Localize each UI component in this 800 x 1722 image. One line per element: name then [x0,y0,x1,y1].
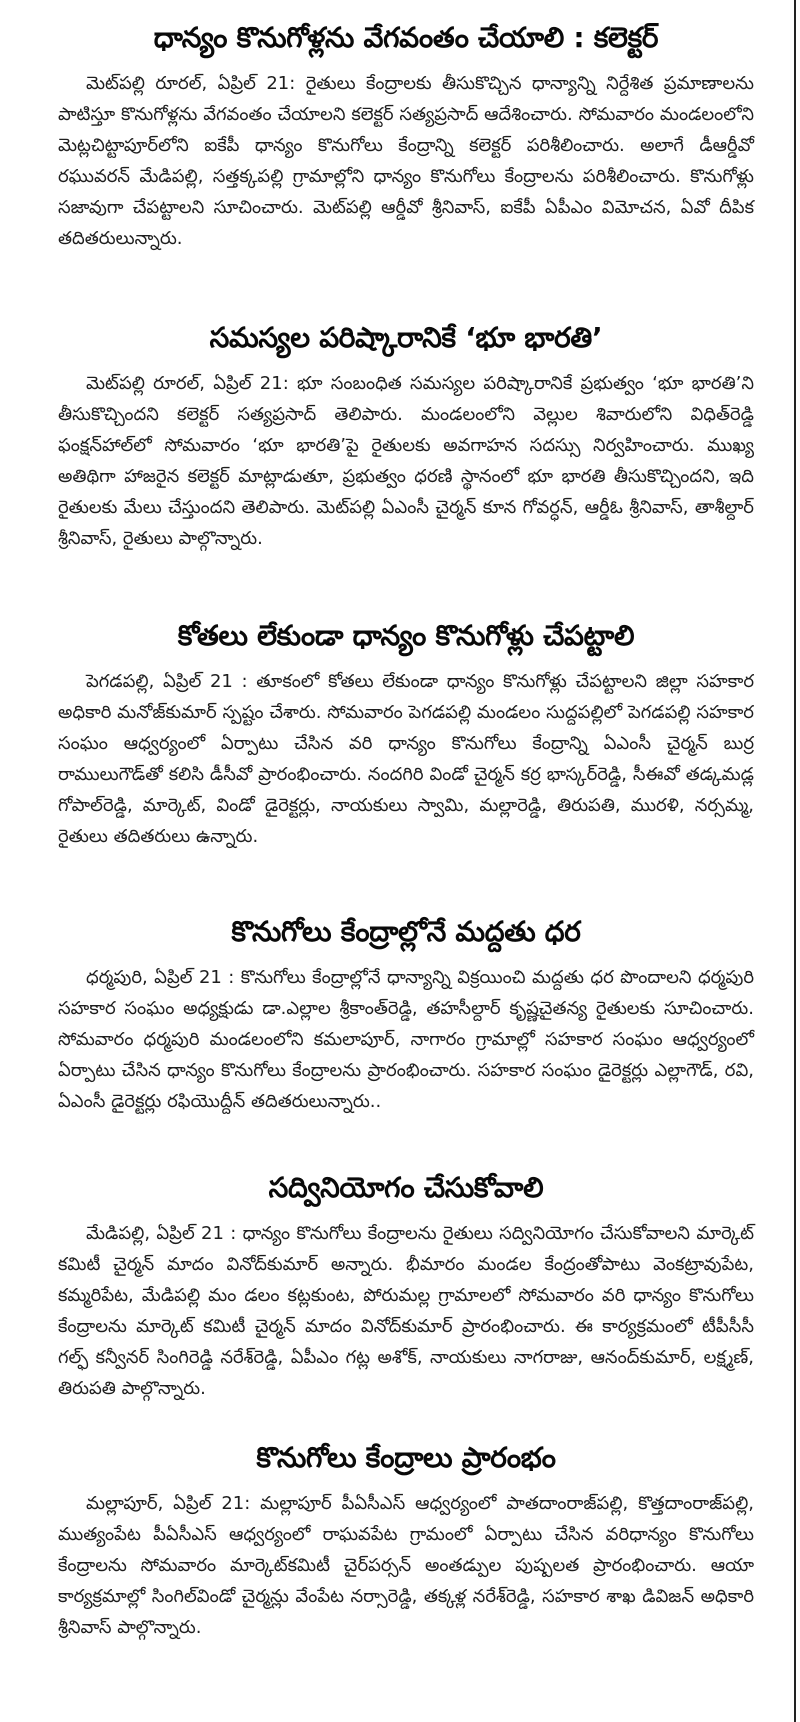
article-headline: ధాన్యం కొనుగోళ్లను వేగవంతం చేయాలి : కలెక్టర్ [153,21,659,54]
article-2 [0,318,800,554]
article-headline: సద్వినియోగం చేసుకోవాలి [268,1171,544,1204]
article-headline: కోతలు లేకుండా ధాన్యం కొనుగోళ్లు చేపట్టాలి [177,619,635,652]
article-body: మెట్‌పల్లి రూరల్, ఏప్రిల్ 21: భూ సంబంధిత సమస్యల పరిష్కారానికే ప్రభుత్వం ‘భూ భారతి’ని తీసుకొచ్చిందని కలెక్టర్ సత్యప్రసాద్ తెలిపారు. మండలంలోని వెల్లుల శివారులోని విధిత్‌రెడ్డి ఫంక్షన్‌హాల్‌లో సోమవారం ‘భూ భారతి’పై రైతులకు అవగాహన సదస్సు నిర్వహించారు. ముఖ్య అతిథిగా హాజరైన కలెక్టర్ మాట్లాడుతూ, ప్రభుత్వం ధరణి స్థానంలో భూ భారతి తీసుకొచ్చిందని, ఇది రైతులకు మేలు చేస్తుందని తెలిపారు. మెట్‌పల్లి ఏఎంసీ చైర్మన్ కూన గోవర్ధన్, ఆర్డీఓ శ్రీనివాస్, తాశీల్దార్ శ్రీనివాస్, రైతులు పాల్గొన్నారు. [58,373,754,549]
article-4 [0,912,800,1117]
article-headline: సమస్యల పరిష్కారానికే ‘భూ భారతి’ [209,321,603,354]
article-1 [0,18,800,254]
article-5 [0,1168,800,1404]
article-body: పెగడపల్లి, ఏప్రిల్ 21 : తూకంలో కోతలు లేకుండా ధాన్యం కొనుగోళ్లు చేపట్టాలని జిల్లా సహకార అధికారి మనోజ్‌కుమార్ స్పష్టం చేశారు. సోమవారం పెగడపల్లి మండలం సుద్దపల్లిలో పెగడపల్లి సహకార సంఘం ఆధ్వర్యంలో ఏర్పాటు చేసిన వరి ధాన్యం కొనుగోలు కేంద్రాన్ని ఏఎంసీ చైర్మన్ బుర్ర రాములుగౌడ్‌తో కలిసి డీసీవో ప్రారంభించారు. నందగిరి విండో చైర్మన్ కర్ర భాస్కర్‌రెడ్డి, సీఈవో తడ్కమడ్ల గోపాల్‌రెడ్డి, మార్కెట్, విండో డైరెక్టర్లు, నాయకులు స్వామి, మల్లారెడ్డి, తిరుపతి, మురళి, నర్సమ్మ, రైతులు తదితరులు ఉన్నారు. [58,671,754,847]
article-headline: కొనుగోలు కేంద్రాలు ప్రారంభం [256,1441,556,1474]
article-headline: కొనుగోలు కేంద్రాల్లోనే మద్దతు ధర [231,915,581,948]
article-3 [0,616,800,852]
article-body: మెట్‌పల్లి రూరల్, ఏప్రిల్ 21: రైతులు కేంద్రాలకు తీసుకొచ్చిన ధాన్యాన్ని నిర్దేశిత ప్రమాణాలను పాటిస్తూ కొనుగోళ్లను వేగవంతం చేయాలని కలెక్టర్ సత్యప్రసాద్ ఆదేశించారు. సోమవారం మండలంలోని మెట్లచిట్టాపూర్‌లోని ఐకేపీ ధాన్యం కొనుగోలు కేంద్రాన్ని కలెక్టర్ పరిశీలించారు. అలాగే డీఆర్డీవో రఘువరన్ మేడిపల్లి, సత్తక్కపల్లి గ్రామాల్లోని ధాన్యం కొనుగోలు కేంద్రాలను పరిశీలించారు. కొనుగోళ్లు సజావుగా చేపట్టాలని సూచించారు. మెట్‌పల్లి ఆర్డీవో శ్రీనివాస్, ఐకేపీ ఏపీఎం విమోచన, ఏవో దీపిక తదితరులున్నారు. [58,73,754,249]
article-6 [0,1438,800,1643]
article-body: మల్లాపూర్, ఏప్రిల్ 21: మల్లాపూర్ పీఏసీఎస్ ఆధ్వర్యంలో పాతదాంరాజ్‌పల్లి, కొత్తదాంరాజ్‌పల్లి, ముత్యంపేట పీఏసీఎస్ ఆధ్వర్యంలో రాఘవపేట గ్రామంలో ఏర్పాటు చేసిన వరిధాన్యం కొనుగోలు కేంద్రాలను సోమవారం మార్కెట్‌కమిటీ చైర్‌పర్సన్ అంతడ్పుల పుష్పలత ప్రారంభించారు. ఆయా కార్యక్రమాల్లో సింగిల్‌విండో చైర్మన్లు వేంపేట నర్సారెడ్డి, తక్కళ్ల నరేశ్‌రెడ్డి, సహకార శాఖ డివిజన్ అధికారి శ్రీనివాస్ పాల్గొన్నారు. [58,1493,754,1638]
article-body: ధర్మపురి, ఏప్రిల్ 21 : కొనుగోలు కేంద్రాల్లోనే ధాన్యాన్ని విక్రయించి మద్దతు ధర పొందాలని ధర్మపురి సహకార సంఘం అధ్యక్షుడు డా.ఎల్లాల శ్రీకాంత్‌రెడ్డి, తహసీల్దార్ కృష్ణచైతన్య రైతులకు సూచించారు. సోమవారం ధర్మపురి మండలంలోని కమలాపూర్, నాగారం గ్రామాల్లో సహకార సంఘం ఆధ్వర్యంలో ఏర్పాటు చేసిన ధాన్యం కొనుగోలు కేంద్రాలను ప్రారంభించారు. సహకార సంఘం డైరెక్టర్లు ఎల్లాగౌడ్, రవి, ఏఎంసీ డైరెక్టర్లు రఫియొద్దీన్ తదితరులున్నారు.. [58,967,754,1112]
article-body: మేడిపల్లి, ఏప్రిల్ 21 : ధాన్యం కొనుగోలు కేంద్రాలను రైతులు సద్వినియోగం చేసుకోవాలని మార్కెట్ కమిటీ చైర్మన్ మాదం వినోద్‌కుమార్ అన్నారు. భీమారం మండల కేంద్రంతోపాటు వెంకట్రావుపేట, కమ్మరిపేట, మేడిపల్లి మం డలం కట్లకుంట, పోరుమల్ల గ్రామాలలో సోమవారం వరి ధాన్యం కొనుగోలు కేంద్రాలను మార్కెట్ కమిటీ చైర్మన్ మాదం వినోద్‌కుమార్ ప్రారంభించారు. ఈ కార్యక్రమంలో టీపీసీసీ గల్ఫ్ కన్వీనర్ సింగిరెడ్డి నరేశ్‌రెడ్డి, ఏపీఎం గట్ల అశోక్, నాయకులు నాగరాజు, ఆనంద్‌కుమార్, లక్ష్మణ్, తిరుపతి పాల్గొన్నారు. [58,1223,754,1399]
